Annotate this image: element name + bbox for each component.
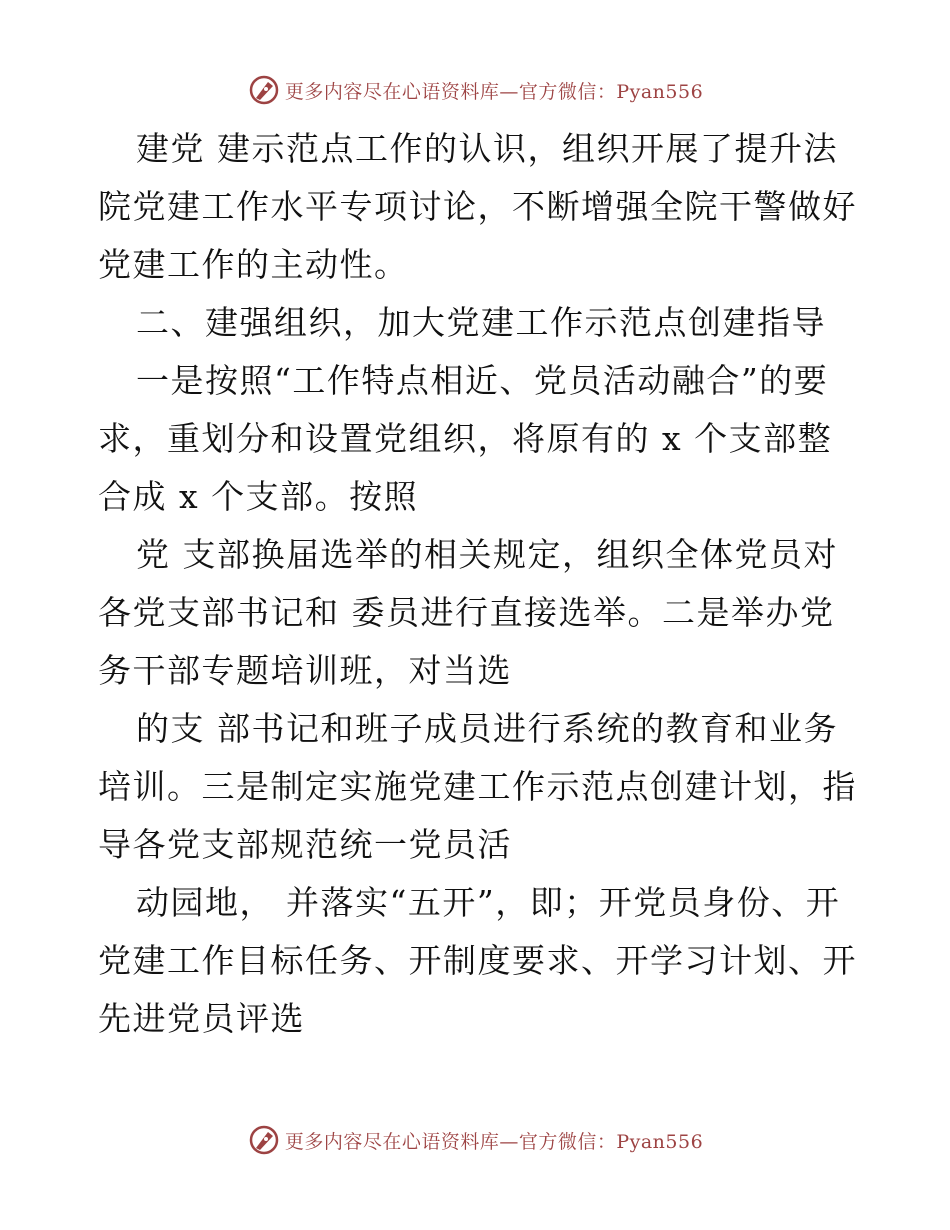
footer-watermark-text: 更多内容尽在心语资料库—官方微信：Pyan556 bbox=[284, 1130, 704, 1153]
text-line: 院党建工作水平专项讨论，不断增强全院干警做好 bbox=[98, 187, 857, 226]
text-line: 各党支部书记和 委员进行直接选举。二是举办党 bbox=[98, 593, 835, 632]
text-line: 求，重划分和设置党组织，将原有的 x 个支部整 bbox=[98, 419, 833, 458]
text-line: 先进党员评选 bbox=[98, 999, 305, 1038]
text-line: 培训。三是制定实施党建工作示范点创建计划，指 bbox=[98, 767, 857, 806]
pen-nib-logo-icon bbox=[247, 1123, 281, 1157]
section-heading: 二、建强组织，加大党建工作示范点创建指导 bbox=[136, 303, 826, 342]
text-line: 合成 x 个支部。按照 bbox=[98, 477, 419, 516]
text-line: 的支 部书记和班子成员进行系统的教育和业务 bbox=[136, 709, 838, 748]
header-watermark bbox=[0, 70, 950, 110]
text-line: 导各党支部规范统一党员活 bbox=[98, 825, 512, 864]
pen-nib-logo-icon bbox=[247, 73, 281, 107]
document-body bbox=[98, 120, 857, 1048]
text-line: 建党 建示范点工作的认识，组织开展了提升法 bbox=[136, 129, 838, 168]
footer-watermark bbox=[0, 1120, 950, 1160]
text-line: 动园地， 并落实“五开”，即；开党员身份、开 bbox=[136, 883, 841, 922]
text-line: 一是按照“工作特点相近、党员活动融合”的要 bbox=[136, 361, 829, 400]
header-watermark-text: 更多内容尽在心语资料库—官方微信：Pyan556 bbox=[284, 80, 704, 103]
text-line: 党建工作目标任务、开制度要求、开学习计划、开 bbox=[98, 941, 857, 980]
text-line: 党建工作的主动性。 bbox=[98, 245, 409, 284]
text-line: 务干部专题培训班，对当选 bbox=[98, 651, 512, 690]
text-line: 党 支部换届选举的相关规定，组织全体党员对 bbox=[136, 535, 838, 574]
